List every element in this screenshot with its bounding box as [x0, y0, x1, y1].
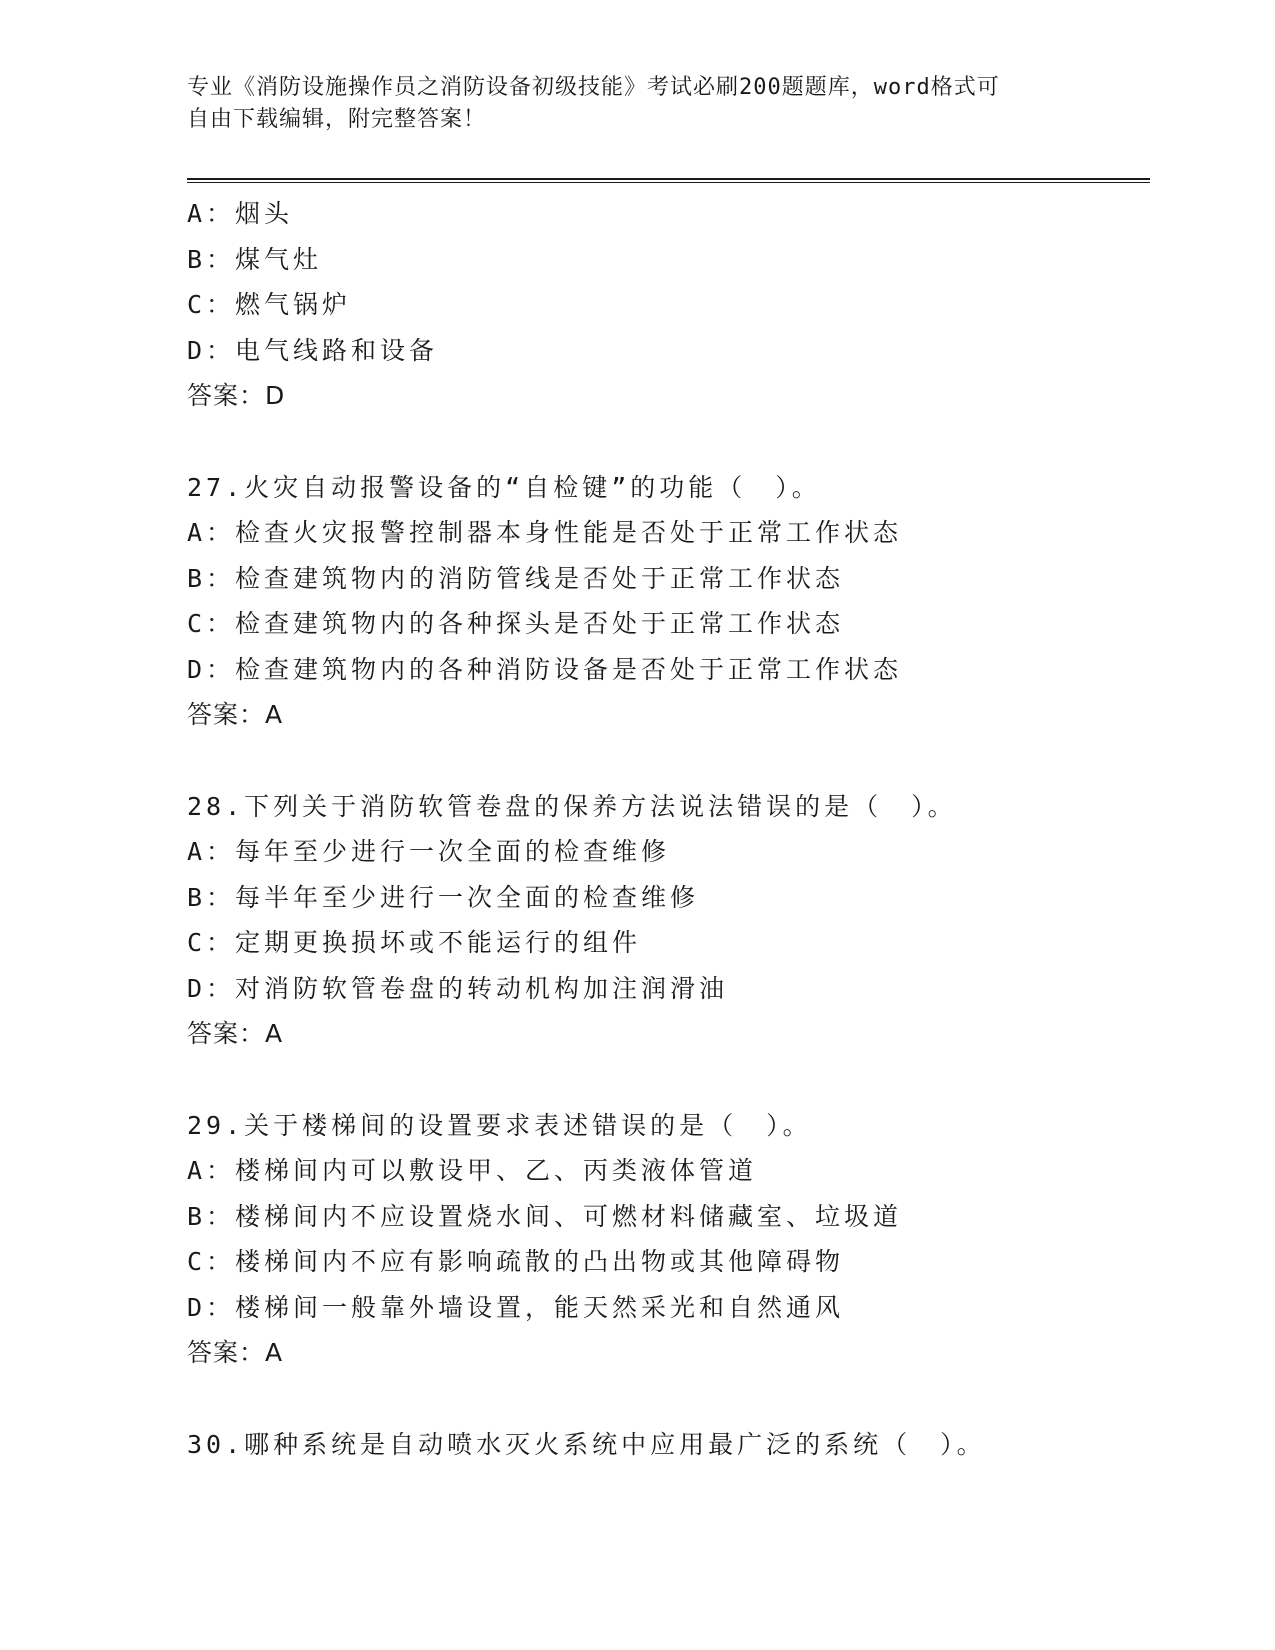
question-text: 28.下列关于消防软管卷盘的保养方法说法错误的是（ ）。 — [187, 791, 957, 821]
option-a: A：检查火灾报警控制器本身性能是否处于正常工作状态 — [187, 518, 903, 547]
option-c: C：定期更换损坏或不能运行的组件 — [187, 928, 642, 957]
question-28 — [187, 784, 1147, 1057]
option-b: B：煤气灶 — [187, 244, 323, 274]
question-text: 30.哪种系统是自动喷水灭火系统中应用最广泛的系统（ ）。 — [187, 1429, 986, 1459]
option-c: C：燃气锅炉 — [187, 290, 352, 319]
spacer — [187, 738, 1147, 784]
spacer — [187, 1376, 1147, 1422]
page-header — [187, 72, 1087, 136]
option-c: C：检查建筑物内的各种探头是否处于正常工作状态 — [187, 609, 845, 638]
question-text: 29.关于楼梯间的设置要求表述错误的是（ ）。 — [187, 1110, 812, 1140]
question-29 — [187, 1103, 1147, 1376]
option-d: D：楼梯间一般靠外墙设置，能天然采光和自然通风 — [187, 1292, 845, 1322]
answer: 答案：A — [187, 1338, 284, 1367]
answer: 答案：D — [187, 381, 286, 410]
question-26 — [187, 191, 1147, 419]
option-d: D：对消防软管卷盘的转动机构加注润滑油 — [187, 973, 729, 1003]
option-c: C：楼梯间内不应有影响疏散的凸出物或其他障碍物 — [187, 1247, 845, 1276]
option-a: A：烟头 — [187, 199, 294, 228]
question-text: 27.火灾自动报警设备的“自检键”的功能（ ）。 — [187, 472, 821, 502]
option-a: A：楼梯间内可以敷设甲、乙、丙类液体管道 — [187, 1156, 758, 1185]
answer: 答案：A — [187, 1019, 284, 1048]
header-divider — [187, 178, 1150, 183]
header-line-2: 自由下载编辑，附完整答案！ — [187, 107, 487, 132]
question-list — [187, 191, 1147, 1467]
header-line-1: 专业《消防设施操作员之消防设备初级技能》考试必刷200题题库，word格式可 — [187, 75, 1000, 100]
option-b: B：检查建筑物内的消防管线是否处于正常工作状态 — [187, 563, 845, 593]
option-b: B：每半年至少进行一次全面的检查维修 — [187, 882, 700, 912]
option-a: A：每年至少进行一次全面的检查维修 — [187, 837, 671, 866]
option-d: D：检查建筑物内的各种消防设备是否处于正常工作状态 — [187, 654, 903, 684]
option-d: D：电气线路和设备 — [187, 335, 439, 365]
spacer — [187, 1057, 1147, 1103]
question-30 — [187, 1422, 1147, 1468]
question-27 — [187, 465, 1147, 738]
answer: 答案：A — [187, 700, 284, 729]
option-b: B：楼梯间内不应设置烧水间、可燃材料储藏室、垃圾道 — [187, 1201, 903, 1231]
spacer — [187, 419, 1147, 465]
